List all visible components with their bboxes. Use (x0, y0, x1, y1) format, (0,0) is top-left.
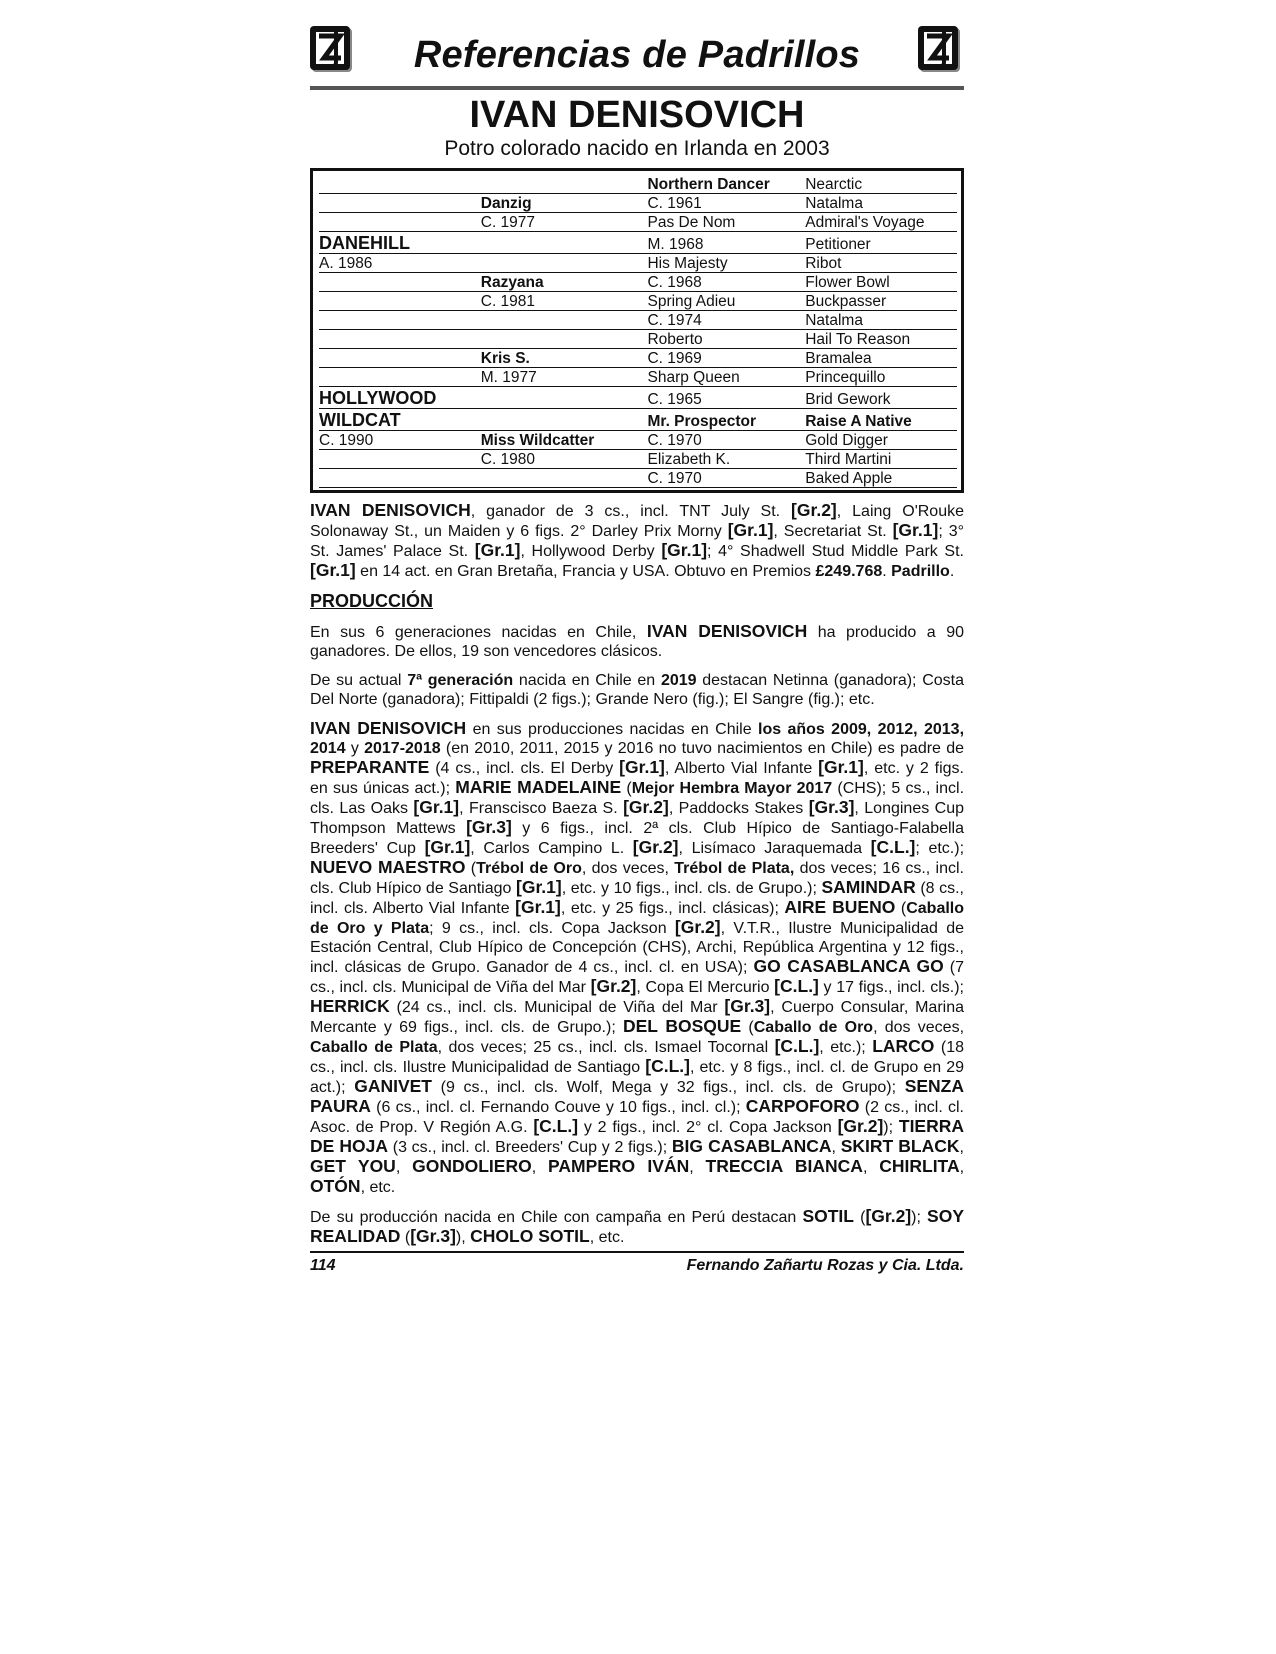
text-run: , (862, 1159, 880, 1176)
text-run: ha producido a 90 ganadores. De ellos, 19 son vencedores clásicos. (310, 624, 965, 660)
horse-name-ref: GONDOLIERO (412, 1156, 532, 1176)
horse-name-ref: IVAN DENISOVICH (646, 621, 808, 641)
pedigree-cell: Flower Bowl (805, 274, 957, 292)
text-run: , (959, 1139, 964, 1156)
prize-amount: £249.768 (815, 563, 883, 580)
pedigree-cell (481, 331, 648, 349)
footer-company: Fernando Zañartu Rozas y Cia. Ltda. (686, 1257, 964, 1274)
horse-name-ref: DEL BOSQUE (623, 1016, 742, 1036)
text-run: (24 cs., incl. cls. Municipal de Viña del Mar (389, 999, 725, 1016)
pedigree-cell: Kris S. (481, 350, 648, 368)
text-run: ( (400, 1229, 411, 1246)
text-run: , etc. (360, 1179, 396, 1196)
text-run: Mejor Hembra Mayor 2017 (631, 780, 833, 797)
pedigree-cell: Natalma (805, 195, 957, 213)
horse-name-ref: PREPARANTE (310, 757, 430, 777)
logo-icon (918, 24, 964, 74)
text-run: ( (741, 1019, 754, 1036)
pedigree-cell: Elizabeth K. (647, 451, 805, 469)
text-run: , etc. (589, 1229, 625, 1246)
grade-label: [Gr.1] (424, 837, 471, 857)
text-run: ( (853, 1209, 866, 1226)
text-run: y 2 figs., incl. 2° cl. Copa Jackson (578, 1119, 838, 1136)
grade-label: [Gr.1] (516, 877, 562, 897)
text-run: , (831, 1139, 841, 1156)
pedigree-cell (319, 331, 481, 349)
text-run: ; etc.); (915, 840, 965, 857)
pedigree-cell (481, 255, 648, 273)
pedigree-cell: Nearctic (805, 176, 957, 194)
grade-label: [Gr.1] (892, 520, 939, 540)
text-run: en 14 act. en Gran Bretaña, Francia y USA. Obtuvo en Premios (355, 563, 816, 580)
pedigree-row (319, 431, 957, 450)
pedigree-row (319, 368, 957, 387)
grade-label: [Gr.1] (818, 757, 864, 777)
horse-name-ref: AIRE BUENO (784, 897, 896, 917)
horse-name-ref: GANIVET (354, 1076, 432, 1096)
pedigree-cell: Sharp Queen (647, 369, 805, 387)
pedigree-cell: Danzig (481, 195, 648, 213)
pedigree-cell: Roberto (647, 331, 805, 349)
document-page (310, 18, 964, 1275)
produccion-paragraph-peru (310, 1207, 964, 1247)
pedigree-row (319, 387, 957, 409)
grade-label: [Gr.3] (724, 996, 771, 1016)
text-run: en sus producciones nacidas en Chile (466, 721, 758, 738)
text-run: , (531, 1159, 548, 1176)
text-run: y (345, 740, 365, 757)
text-run: . (949, 563, 955, 580)
pedigree-row (319, 232, 957, 254)
pedigree-cell: DANEHILL (319, 234, 481, 254)
pedigree-cell: Buckpasser (805, 293, 957, 311)
pedigree-cell: Razyana (481, 274, 648, 292)
pedigree-cell (481, 312, 648, 330)
pedigree-cell: Brid Gework (805, 391, 957, 409)
pedigree-cell: Gold Digger (805, 432, 957, 450)
text-run: ( (621, 780, 632, 797)
horse-name-ref: SENZA PAURA (310, 1076, 964, 1116)
pedigree-cell: Raise A Native (805, 413, 957, 431)
pedigree-cell (319, 369, 481, 387)
text-run: 2017-2018 (364, 740, 441, 757)
horse-name-ref: TIERRA DE HOJA (310, 1116, 965, 1156)
produccion-paragraph-1 (310, 622, 964, 661)
grade-label: [Gr.1] (619, 757, 665, 777)
text-run: ); (883, 1119, 899, 1136)
pedigree-cell (319, 214, 481, 232)
pedigree-cell (481, 413, 648, 431)
generation-label: 7ª generación (407, 672, 514, 689)
pedigree-row (319, 311, 957, 330)
page-header (310, 18, 964, 84)
text-run: (CHS); 5 cs., incl. cls. Las Oaks (310, 780, 965, 817)
horse-name-ref: SAMINDAR (821, 877, 916, 897)
text-run: Trébol de Plata, (674, 860, 795, 877)
text-run: , Franscisco Baeza S. (459, 800, 624, 817)
pedigree-cell: Bramalea (805, 350, 957, 368)
horse-name-ref: PAMPERO IVÁN (547, 1156, 690, 1176)
text-run: , Secretariat St. (773, 523, 893, 540)
pedigree-cell (319, 293, 481, 311)
text-run: , dos veces, (873, 1019, 965, 1036)
pedigree-cell: Baked Apple (805, 470, 957, 488)
pedigree-cell: C. 1980 (481, 451, 648, 469)
pedigree-cell: Spring Adieu (647, 293, 805, 311)
text-run: (4 cs., incl. cls. El Derby (429, 760, 620, 777)
text-run: (en 2010, 2011, 2015 y 2016 no tuvo nacimientos en Chile) es padre de (440, 740, 964, 757)
pedigree-cell: Third Martini (805, 451, 957, 469)
text-run: , (959, 1159, 965, 1176)
pedigree-cell (481, 470, 648, 488)
produccion-paragraph-3 (310, 719, 964, 1197)
text-run: (7 cs., incl. cls. Municipal de Viña del Mar (310, 959, 964, 996)
text-run: En sus 6 generaciones nacidas en Chile, (310, 624, 647, 641)
pedigree-cell: Petitioner (805, 236, 957, 254)
text-run: (3 cs., incl. cl. Breeders' Cup y 2 figs.); (388, 1139, 672, 1156)
text-run: Caballo de Plata (310, 1039, 438, 1056)
text-run: , etc. y 10 figs., incl. cls. de Grupo.); (561, 880, 822, 897)
horse-name-ref: CHIRLITA (879, 1156, 960, 1176)
pedigree-table (310, 168, 964, 493)
text-run: Caballo de Oro y Plata (310, 900, 965, 937)
grade-label: [C.L.] (645, 1056, 690, 1076)
horse-name-ref: CHOLO SOTIL (470, 1226, 590, 1246)
text-run: , V.T.R., Ilustre Municipalidad de Estación Central, Club Hípico de Concepción (CHS), Archi, República Argentina y 12 figs., incl. clásicas de Grupo. Ganador de 4 cs., incl. cl. en USA); (310, 920, 965, 976)
grade-label: [Gr.1] (515, 897, 561, 917)
horse-name: IVAN DENISOVICH (469, 94, 805, 136)
grade-label: [Gr.2] (791, 500, 837, 520)
text-run: , Laing O'Rouke Solonaway St., un Maiden y 6 figs. 2° Darley Prix Morny (310, 503, 965, 540)
header-divider (310, 86, 964, 90)
horse-name-ref: SOTIL (802, 1206, 854, 1226)
pedigree-cell: Northern Dancer (647, 176, 805, 194)
horse-subtitle: Potro colorado nacido en Irlanda en 2003 (444, 137, 830, 160)
produccion-paragraph-2 (310, 671, 964, 709)
pedigree-row (319, 330, 957, 349)
text-run: , Copa El Mercurio (636, 979, 775, 996)
text-run: , etc.); (819, 1039, 873, 1056)
grade-label: [C.L.] (533, 1116, 579, 1136)
text-run: , ganador de 3 cs., incl. TNT July St. (470, 503, 792, 520)
text-run: , Carlos Campino L. (470, 840, 633, 857)
text-run: ); (911, 1209, 928, 1226)
pedigree-row (319, 450, 957, 469)
grade-label: [Gr.1] (474, 540, 521, 560)
text-run: ( (465, 860, 477, 877)
horse-name-ref: CARPOFORO (745, 1096, 860, 1116)
text-run: , (689, 1159, 706, 1176)
text-run: (9 cs., incl. cls. Wolf, Mega y 32 figs., incl. cls. de Grupo); (432, 1079, 905, 1096)
horse-name-ref: LARCO (872, 1036, 935, 1056)
pedigree-cell: C. 1970 (647, 470, 805, 488)
horse-name-ref: HERRICK (310, 996, 390, 1016)
text-run: , Hollywood Derby (520, 543, 662, 560)
pedigree-cell: C. 1970 (647, 432, 805, 450)
pedigree-cell: C. 1969 (647, 350, 805, 368)
pedigree-row (319, 213, 957, 232)
text-run: , etc. y 25 figs., incl. clásicas); (560, 900, 785, 917)
pedigree-cell (481, 391, 648, 409)
text-run: (2 cs., incl. cl. Asoc. de Prop. V Región A.G. (310, 1099, 965, 1136)
text-run: ; 4° Shadwell Stud Middle Park St. (707, 543, 964, 560)
text-run: destacan Netinna (ganadora); Costa Del Norte (ganadora); Fittipaldi (2 figs.); Grande Nero (fig.); El Sangre (fig.); etc. (310, 672, 965, 708)
pedigree-cell: Hail To Reason (805, 331, 957, 349)
text-run: y 6 figs., incl. 2ª cls. Club Hípico de Santiago-Falabella Breeders' Cup (310, 820, 964, 857)
pedigree-row (319, 469, 957, 488)
year-label: 2019 (660, 672, 697, 689)
horse-name-ref: IVAN DENISOVICH (310, 718, 467, 738)
pedigree-row (319, 175, 957, 194)
horse-name-ref: BIG CASABLANCA (671, 1136, 832, 1156)
page-header-title: Referencias de Padrillos (413, 34, 861, 76)
page-footer (310, 1257, 964, 1275)
pedigree-cell (319, 274, 481, 292)
grade-label: [C.L.] (774, 976, 819, 996)
pedigree-cell: Admiral's Voyage (805, 214, 957, 232)
grade-label: [Gr.1] (310, 560, 356, 580)
text-run: los años 2009, 2012, 2013, 2014 (310, 721, 965, 757)
text-run: , Paddocks Stakes (668, 800, 809, 817)
grade-label: [Gr.2] (632, 837, 679, 857)
horse-name-ref: GET YOU (310, 1156, 396, 1176)
pedigree-cell: C. 1977 (481, 214, 648, 232)
pedigree-cell: C. 1990 (319, 432, 481, 450)
pedigree-cell: M. 1968 (647, 236, 805, 254)
page-number: 114 (310, 1257, 336, 1274)
pedigree-cell (481, 176, 648, 194)
pedigree-cell: HOLLYWOOD (319, 389, 481, 409)
pedigree-cell (319, 312, 481, 330)
grade-label: [Gr.1] (413, 797, 460, 817)
text-run: nacida en Chile en (513, 672, 661, 689)
text-run: ( (895, 900, 907, 917)
text-run: Caballo de Oro (753, 1019, 874, 1036)
text-run: Trébol de Oro (476, 860, 582, 877)
padrillo-label: Padrillo (891, 563, 950, 580)
text-run: De su actual (310, 672, 408, 689)
text-run: , etc. y 8 figs., incl. cl. de Grupo en 29 act.); (310, 1059, 965, 1096)
text-run: dos veces; 16 cs., incl. cls. Club Hípico de Santiago (310, 860, 965, 897)
text-run: , dos veces; 25 cs., incl. cls. Ismael Tocornal (437, 1039, 775, 1056)
horse-name-ref: MARIE MADELAINE (455, 777, 622, 797)
pedigree-cell: Pas De Nom (647, 214, 805, 232)
horse-name-ref: GO CASABLANCA GO (753, 956, 944, 976)
grade-label: [Gr.3] (410, 1226, 456, 1246)
pedigree-cell (319, 470, 481, 488)
grade-label: [Gr.1] (727, 520, 774, 540)
pedigree-row (319, 409, 957, 431)
horse-name-ref: SKIRT BLACK (840, 1136, 960, 1156)
pedigree-cell: Miss Wildcatter (481, 432, 648, 450)
pedigree-cell: WILDCAT (319, 411, 481, 431)
text-run: . (882, 563, 892, 580)
pedigree-cell (319, 195, 481, 213)
grade-label: [Gr.2] (623, 797, 669, 817)
pedigree-cell: C. 1974 (647, 312, 805, 330)
text-run: y 17 figs., incl. cls.); (818, 979, 965, 996)
section-heading-produccion: PRODUCCIÓN (310, 591, 434, 611)
intro-paragraph (310, 501, 964, 581)
pedigree-cell: Ribot (805, 255, 957, 273)
pedigree-cell: Princequillo (805, 369, 957, 387)
pedigree-cell: C. 1968 (647, 274, 805, 292)
pedigree-row (319, 194, 957, 213)
pedigree-cell: A. 1986 (319, 255, 481, 273)
pedigree-row (319, 349, 957, 368)
grade-label: [Gr.3] (466, 817, 512, 837)
grade-label: [Gr.1] (661, 540, 708, 560)
grade-label: [C.L.] (870, 837, 916, 857)
horse-name-ref: TRECCIA BIANCA (705, 1156, 863, 1176)
text-run: ), (455, 1229, 471, 1246)
text-run: , Longines Cup Thompson Mattews (310, 800, 965, 837)
text-run: ; 9 cs., incl. cls. Copa Jackson (429, 920, 675, 937)
pedigree-cell: C. 1981 (481, 293, 648, 311)
horse-name-ref: SOY REALIDAD (310, 1206, 965, 1246)
pedigree-cell (319, 451, 481, 469)
grade-label: [Gr.2] (674, 917, 721, 937)
pedigree-cell: C. 1965 (647, 391, 805, 409)
text-run: , Lisímaco Jaraquemada (678, 840, 871, 857)
text-run: , Cuerpo Consular, Marina Mercante y 69 figs., incl. cls. de Grupo.); (310, 999, 964, 1036)
pedigree-cell: C. 1961 (647, 195, 805, 213)
pedigree-row (319, 273, 957, 292)
pedigree-cell: M. 1977 (481, 369, 648, 387)
horse-name-ref: OTÓN (310, 1176, 361, 1196)
text-run: ; 3° St. James' Palace St. (310, 523, 965, 560)
pedigree-cell: His Majesty (647, 255, 805, 273)
grade-label: [C.L.] (774, 1036, 820, 1056)
text-run: , dos veces, (581, 860, 675, 877)
pedigree-row (319, 292, 957, 311)
text-run: , etc. y 2 figs. en sus únicas act.); (310, 760, 965, 797)
text-run: (8 cs., incl. cls. Alberto Vial Infante (310, 880, 965, 917)
footer-divider (310, 1251, 964, 1253)
text-run: , (395, 1159, 413, 1176)
text-run: (18 cs., incl. cls. Ilustre Municipalidad de Santiago (310, 1039, 964, 1076)
pedigree-cell (319, 176, 481, 194)
horse-name-ref: IVAN DENISOVICH (310, 500, 471, 520)
pedigree-cell (481, 236, 648, 254)
pedigree-row (319, 254, 957, 273)
horse-name-ref: NUEVO MAESTRO (310, 857, 466, 877)
pedigree-cell: Natalma (805, 312, 957, 330)
pedigree-cell (319, 350, 481, 368)
grade-label: [Gr.3] (808, 797, 855, 817)
text-run: De su producción nacida en Chile con campaña en Perú destacan (310, 1209, 803, 1226)
grade-label: [Gr.2] (837, 1116, 884, 1136)
grade-label: [Gr.2] (865, 1206, 912, 1226)
pedigree-cell: Mr. Prospector (647, 413, 805, 431)
text-run: (6 cs., incl. cl. Fernando Couve y 10 figs., incl. cl.); (370, 1099, 746, 1116)
text-run: , Alberto Vial Infante (664, 760, 819, 777)
grade-label: [Gr.2] (590, 976, 637, 996)
